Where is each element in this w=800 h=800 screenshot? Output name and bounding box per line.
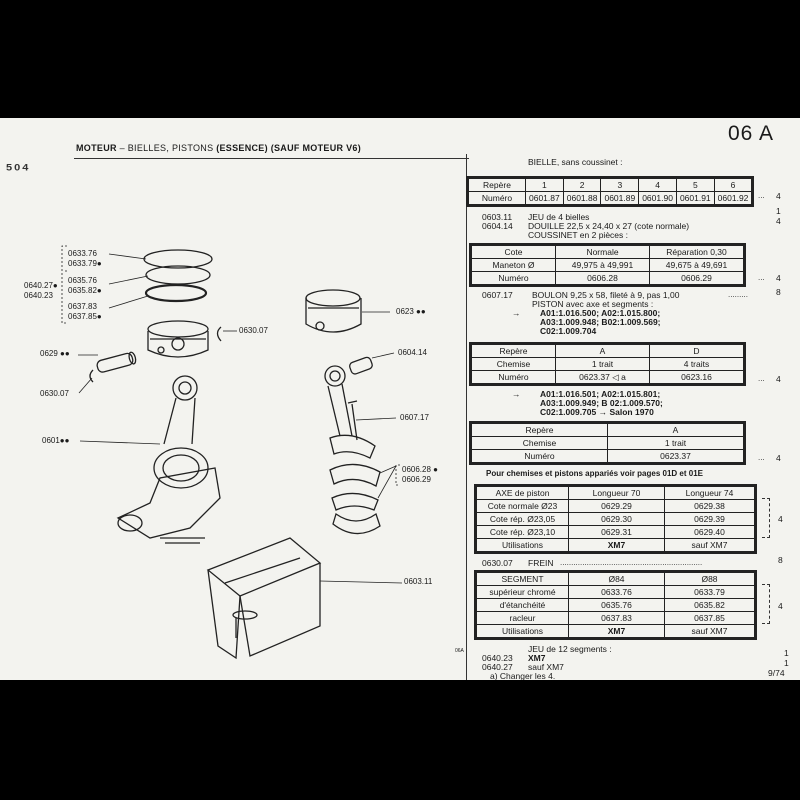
appaires-note: Pour chemises et pistons appariés voir pages 01D et 01E (486, 469, 703, 478)
edition-date: 9/74 (768, 668, 785, 678)
circlip-right (218, 327, 222, 341)
conrod-right (325, 366, 375, 458)
piston-right (306, 290, 361, 332)
crankshaft (118, 468, 220, 543)
cote-table: Cote Normale Réparation 0,30 Maneton Ø 49,975 à 49,991 49,675 à 49,691 Numéro 0606.28 0606.29 (471, 245, 744, 285)
label-063785: 0637.85● (68, 312, 102, 321)
segment-table: SEGMENT Ø84 Ø88 supérieur chromé 0633.76 0633.79 d'étanchéité 0635.76 0635.82 racleur 0637.83 0637.85 Utilisations XM7 sauf XM7 (476, 572, 755, 638)
model-logo: 504 (6, 163, 31, 173)
label-060628: 0606.28 ● (402, 465, 438, 474)
label-064027: 0640.27● (24, 281, 58, 290)
label-064023: 0640.23 (24, 291, 53, 300)
bielle-title: BIELLE, sans coussinet : (528, 157, 623, 167)
ring-oil-left (146, 285, 206, 301)
piston-pin (96, 352, 137, 374)
label-063582: 0635.82● (68, 286, 102, 295)
label-060311: 0603.11 (404, 577, 433, 586)
bearing-shells (330, 464, 380, 533)
label-0601: 0601●● (42, 436, 70, 445)
label-0623: 0623 ●● (396, 307, 426, 316)
axe-piston-table: AXE de piston Longueur 70 Longueur 74 Cote normale Ø23 0629.29 0629.38 Cote rép. Ø23,05 0629.30 0629.39 Cote rép. Ø23,10 0629.31 0629.40 Utilisations XM7 sauf XM7 (476, 486, 755, 552)
conrod-set-box (208, 538, 320, 658)
label-063007-b: 0630.07 (40, 389, 69, 398)
label-063379: 0633.79● (68, 259, 102, 268)
qty-bielle: 4 (776, 191, 781, 201)
catalog-page: MOTEUR – BIELLES, PISTONS (ESSENCE) (SAUF MOTEUR V6) 06 A 504 0633.76 0633.79● 0635.76 0635.82● 0637.83 0637.85● 0640.27● 0640.23 0630.07 0629 ●● 0630.07 0601●● 0623 ●● 0604.14 0607.17 0606.28 ● 0606.29 0603.11 06A BIELLE, sans coussinet : Repère 1 2 3 4 5 6 Numéro 0601.87 0601.88 0601.89 0601.90 0601.91 0601.92 ... 4 0603.11 JEU de 4 bielles 1 0604.14 DOUILLE 22,5 x 24,40 x 27 (cote normale) 4 COUSSINET en 2 pièces : Cote Normale Réparation 0,30 Maneton Ø 49,975 à 49,991 49,675 à 49,691 Numéro 0606.28 0606.29 ... 4 0607.17 BOULON 9,25 x 58, fileté à 9, pas 1,00 ......... 8 PISTON avec axe et segments : → A01:1.016.500; A02:1.015.800; A03:1.009.948; B02:1.009.569; C02:1.009.704 Repère A D Chemise 1 trait 4 traits Numéro 0623.37 ◁ a 0623.16 ... 4 → A01:1.016.501; A02:1.015.801; A03:1.009.949; B 02:1.009.570; C02:1.009.705 → Salon 1970 Repère A Chemise 1 trait Numéro 0623.37 ... 4 Pour chemises et pistons appariés voir pages 01D et 01E AXE de piston Longueur 70 Longueur 74 Cote normale Ø23 0629.29 0629.38 Cote rép. Ø23,05 0629.30 0629.39 Cote rép. Ø23,10 0629.31 0629.40 Utilisations XM7 sauf XM7 4 0630.07 FREIN ................................................................ 8 SEGMENT Ø84 Ø88 supérieur chromé 0633.76 0633.79 d'étanchéité 0635.76 0635.82 racleur 0637.83 0637.85 Utilisations XM7 sauf XM7 4 JEU de 12 segments : 0640.23 XM7 1 0640.27 sauf XM7 1 a) Changer les 4. 9/74 (0, 118, 800, 680)
label-060414: 0604.14 (398, 348, 427, 357)
ring-second-left (146, 266, 210, 284)
ring-top-left (144, 250, 212, 268)
label-060717: 0607.17 (400, 413, 429, 422)
exploded-diagram (0, 118, 470, 680)
page-code: 06 A (728, 122, 775, 145)
label-063007-a: 0630.07 (239, 326, 268, 335)
diagram-footer-code: 06A (455, 648, 464, 654)
chemise-table-2: Repère A Chemise 1 trait Numéro 0623.37 (471, 423, 744, 463)
label-063576: 0635.76 (68, 276, 97, 285)
bielle-repere-table: Repère 1 2 3 4 5 6 Numéro 0601.87 0601.88 0601.89 0601.90 0601.91 0601.92 (468, 178, 752, 205)
bush (349, 356, 374, 375)
label-060629: 0606.29 (402, 475, 431, 484)
label-063376: 0633.76 (68, 249, 97, 258)
label-063783: 0637.83 (68, 302, 97, 311)
label-0629: 0629 ●● (40, 349, 70, 358)
page-title: MOTEUR – BIELLES, PISTONS (ESSENCE) (SAUF MOTEUR V6) (76, 143, 361, 153)
chemise-table-1: Repère A D Chemise 1 trait 4 traits Numéro 0623.37 ◁ a 0623.16 (471, 344, 744, 384)
